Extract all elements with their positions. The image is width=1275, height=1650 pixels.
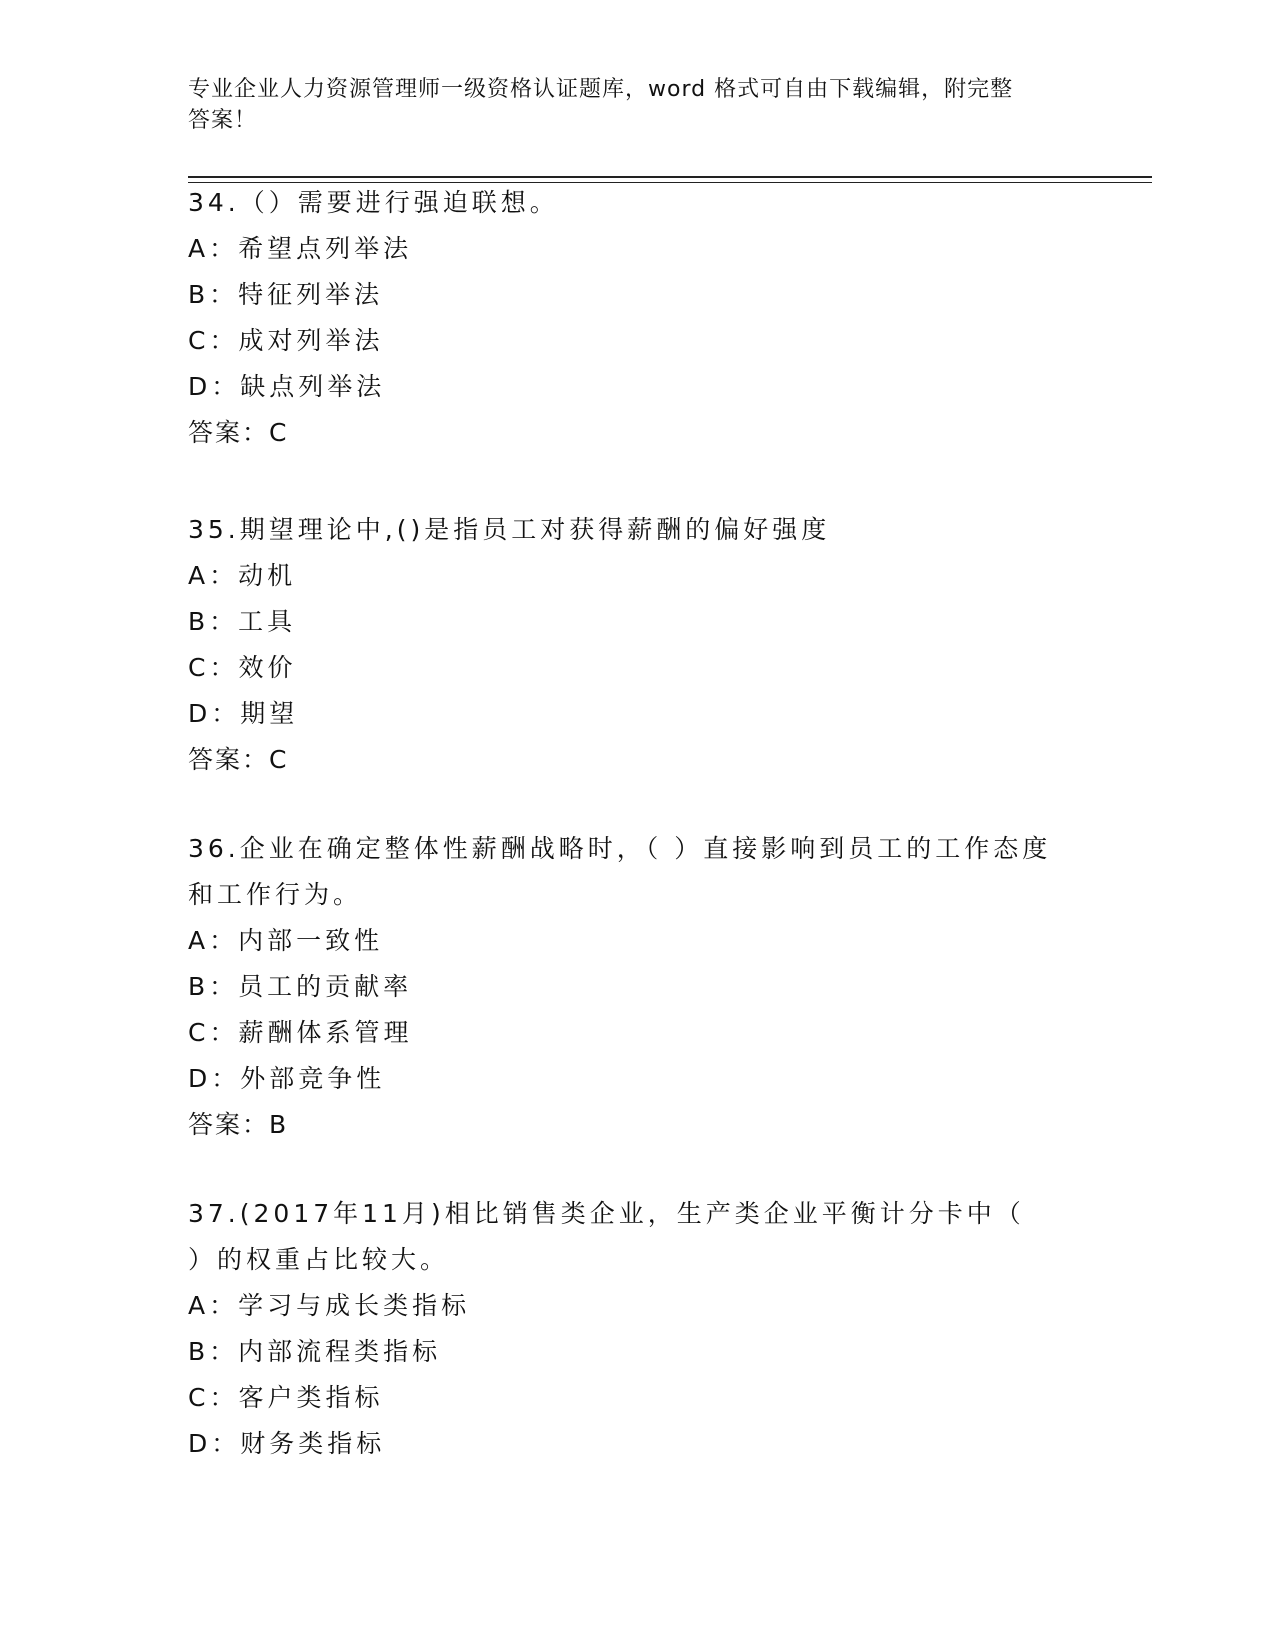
option-a: A：学习与成长类指标 xyxy=(188,1291,471,1320)
header-line-2: 答案！ xyxy=(188,108,258,133)
option-b: B：工具 xyxy=(188,607,297,636)
question-stem-cont: 和工作行为。 xyxy=(188,880,363,909)
option-c: C：客户类指标 xyxy=(188,1383,384,1412)
option-a: A：内部一致性 xyxy=(188,926,384,955)
question-36 xyxy=(188,826,1051,1148)
option-a: A：希望点列举法 xyxy=(188,234,413,263)
option-c: C：成对列举法 xyxy=(188,326,384,355)
header-line-1: 专业企业人力资源管理师一级资格认证题库，word 格式可自由下载编辑，附完整 xyxy=(188,77,1014,102)
question-stem: 34.（）需要进行强迫联想。 xyxy=(188,188,559,217)
option-b: B：员工的贡献率 xyxy=(188,972,413,1001)
question-stem: 36.企业在确定整体性薪酬战略时，（ ）直接影响到员工的工作态度 xyxy=(188,834,1052,863)
option-b: B：特征列举法 xyxy=(188,280,384,309)
option-c: C：效价 xyxy=(188,653,297,682)
question-stem: 37.(2017年11月)相比销售类企业，生产类企业平衡计分卡中（ xyxy=(188,1199,1025,1228)
option-a: A：动机 xyxy=(188,561,297,590)
option-b: B：内部流程类指标 xyxy=(188,1337,442,1366)
option-d: D：外部竞争性 xyxy=(188,1064,386,1093)
question-34 xyxy=(188,180,559,456)
option-d: D：财务类指标 xyxy=(188,1429,386,1458)
answer: 答案：C xyxy=(188,745,289,774)
header-divider-thick xyxy=(188,176,1152,178)
answer: 答案：C xyxy=(188,418,289,447)
question-stem-cont: ）的权重占比较大。 xyxy=(188,1245,450,1274)
question-stem: 35.期望理论中,()是指员工对获得薪酬的偏好强度 xyxy=(188,515,831,544)
option-d: D：期望 xyxy=(188,699,299,728)
option-c: C：薪酬体系管理 xyxy=(188,1018,413,1047)
option-d: D：缺点列举法 xyxy=(188,372,386,401)
document-header xyxy=(188,74,1068,136)
question-37 xyxy=(188,1191,1025,1467)
question-35 xyxy=(188,507,830,783)
answer: 答案：B xyxy=(188,1110,289,1139)
